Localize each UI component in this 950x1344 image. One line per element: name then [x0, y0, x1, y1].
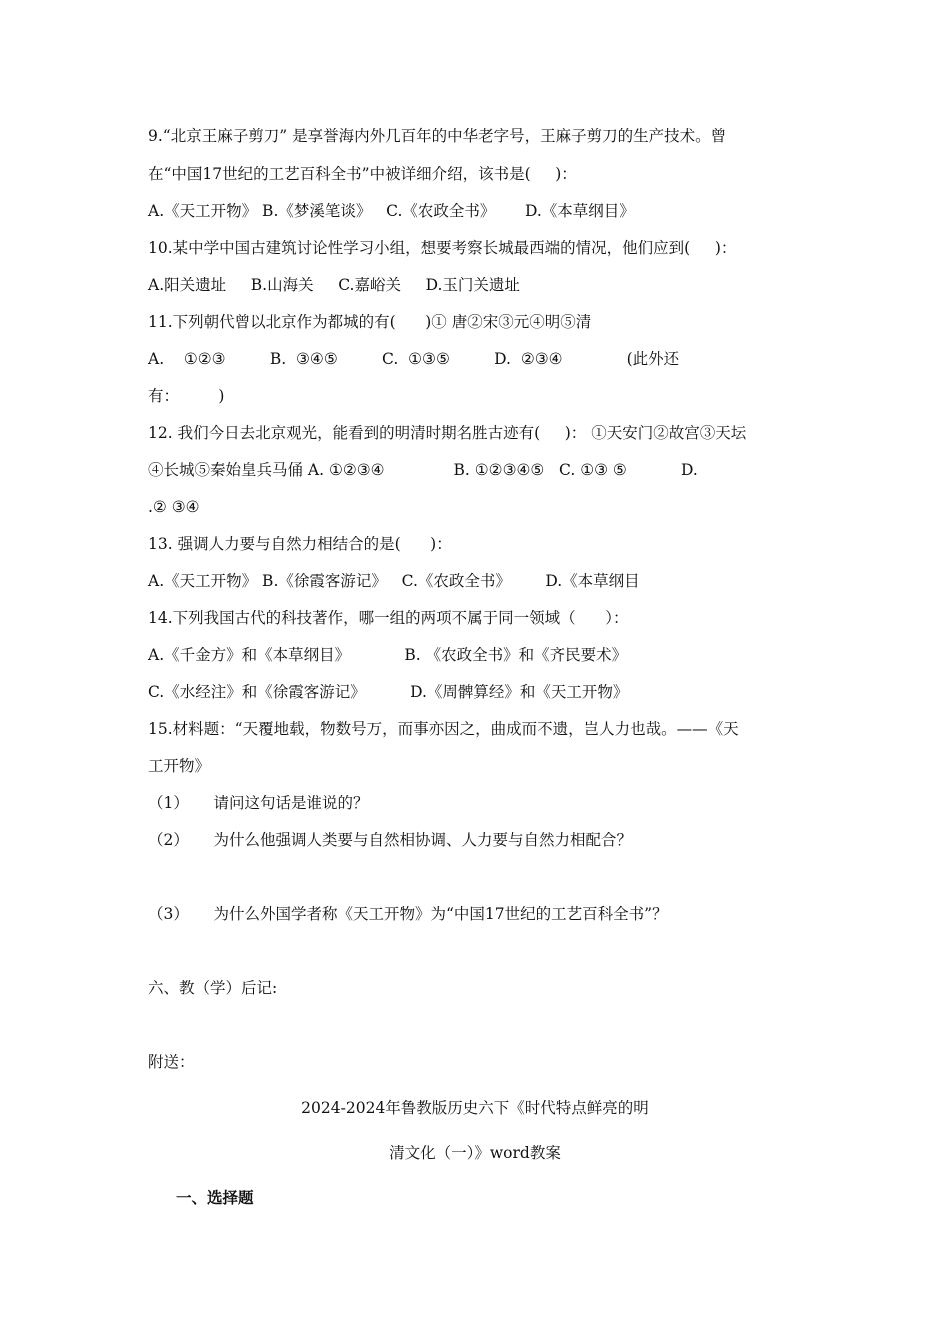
question-12-line-3: .② ③④: [148, 498, 200, 516]
appendix-label: 附送：: [148, 1053, 195, 1071]
question-11-options: A. ①②③ B. ③④⑤ C. ①③⑤ D. ②③④ (此外还: [148, 350, 680, 368]
question-15-sub-1: （1） 请问这句话是谁说的？: [148, 794, 369, 812]
question-9-line-2: 在“中国17世纪的工艺百科全书”中被详细介绍，该书是( )：: [148, 165, 577, 183]
question-15-line-1: 15.材料题：“天覆地载，物数号万，而事亦因之，曲成而不遗，岂人力也哉。——《天: [148, 720, 739, 738]
question-13-options: A.《天工开物》 B.《徐霞客游记》 C.《农政全书》 D.《本草纲目: [148, 572, 640, 590]
appendix-title-line-2: 清文化（一）》word教案: [389, 1144, 561, 1162]
question-11-options-cont: 有： ): [148, 387, 225, 405]
question-14-options-ab: A.《千金方》和《本草纲目》 B. 《农政全书》和《齐民要术》: [148, 646, 628, 664]
question-9-options: A.《天工开物》 B.《梦溪笔谈》 C.《农政全书》 D.《本草纲目》: [148, 202, 635, 220]
section-1-heading: 一、选择题: [176, 1188, 254, 1207]
question-15-sub-3: （3） 为什么外国学者称《天工开物》为“中国17世纪的工艺百科全书”？: [148, 905, 668, 923]
question-13: 13. 强调人力要与自然力相结合的是( )：: [148, 535, 452, 553]
question-15-line-2: 工开物》: [148, 757, 211, 775]
question-10-options: A.阳关遗址 B.山海关 C.嘉峪关 D.玉门关遗址: [148, 276, 520, 294]
question-12-line-2: ④长城⑤秦始皇兵马俑 A. ①②③④ B. ①②③④⑤ C. ①③ ⑤ D.: [148, 461, 698, 479]
section-6-heading: 六、教（学）后记:: [148, 979, 278, 997]
question-14: 14.下列我国古代的科技著作，哪一组的两项不属于同一领域（ ）：: [148, 609, 629, 627]
question-12-line-1: 12. 我们今日去北京观光，能看到的明清时期名胜古迹有( )： ①天安门②故宫③天坛: [148, 424, 747, 442]
question-15-sub-2: （2） 为什么他强调人类要与自然相协调、人力要与自然力相配合？: [148, 831, 632, 849]
question-10: 10.某中学中国古建筑讨论性学习小组，想要考察长城最西端的情况，他们应到( )：: [148, 239, 737, 257]
question-14-options-cd: C.《水经注》和《徐霞客游记》 D.《周髀算经》和《天工开物》: [148, 683, 629, 701]
question-11: 11.下列朝代曾以北京作为都城的有( )① 唐②宋③元④明⑤清: [148, 313, 592, 331]
question-9-line-1: 9.“北京王麻子剪刀” 是享誉海内外几百年的中华老字号，王麻子剪刀的生产技术。曾: [148, 127, 727, 145]
appendix-title-line-1: 2024-2024年鲁教版历史六下《时代特点鲜亮的明: [301, 1099, 649, 1117]
